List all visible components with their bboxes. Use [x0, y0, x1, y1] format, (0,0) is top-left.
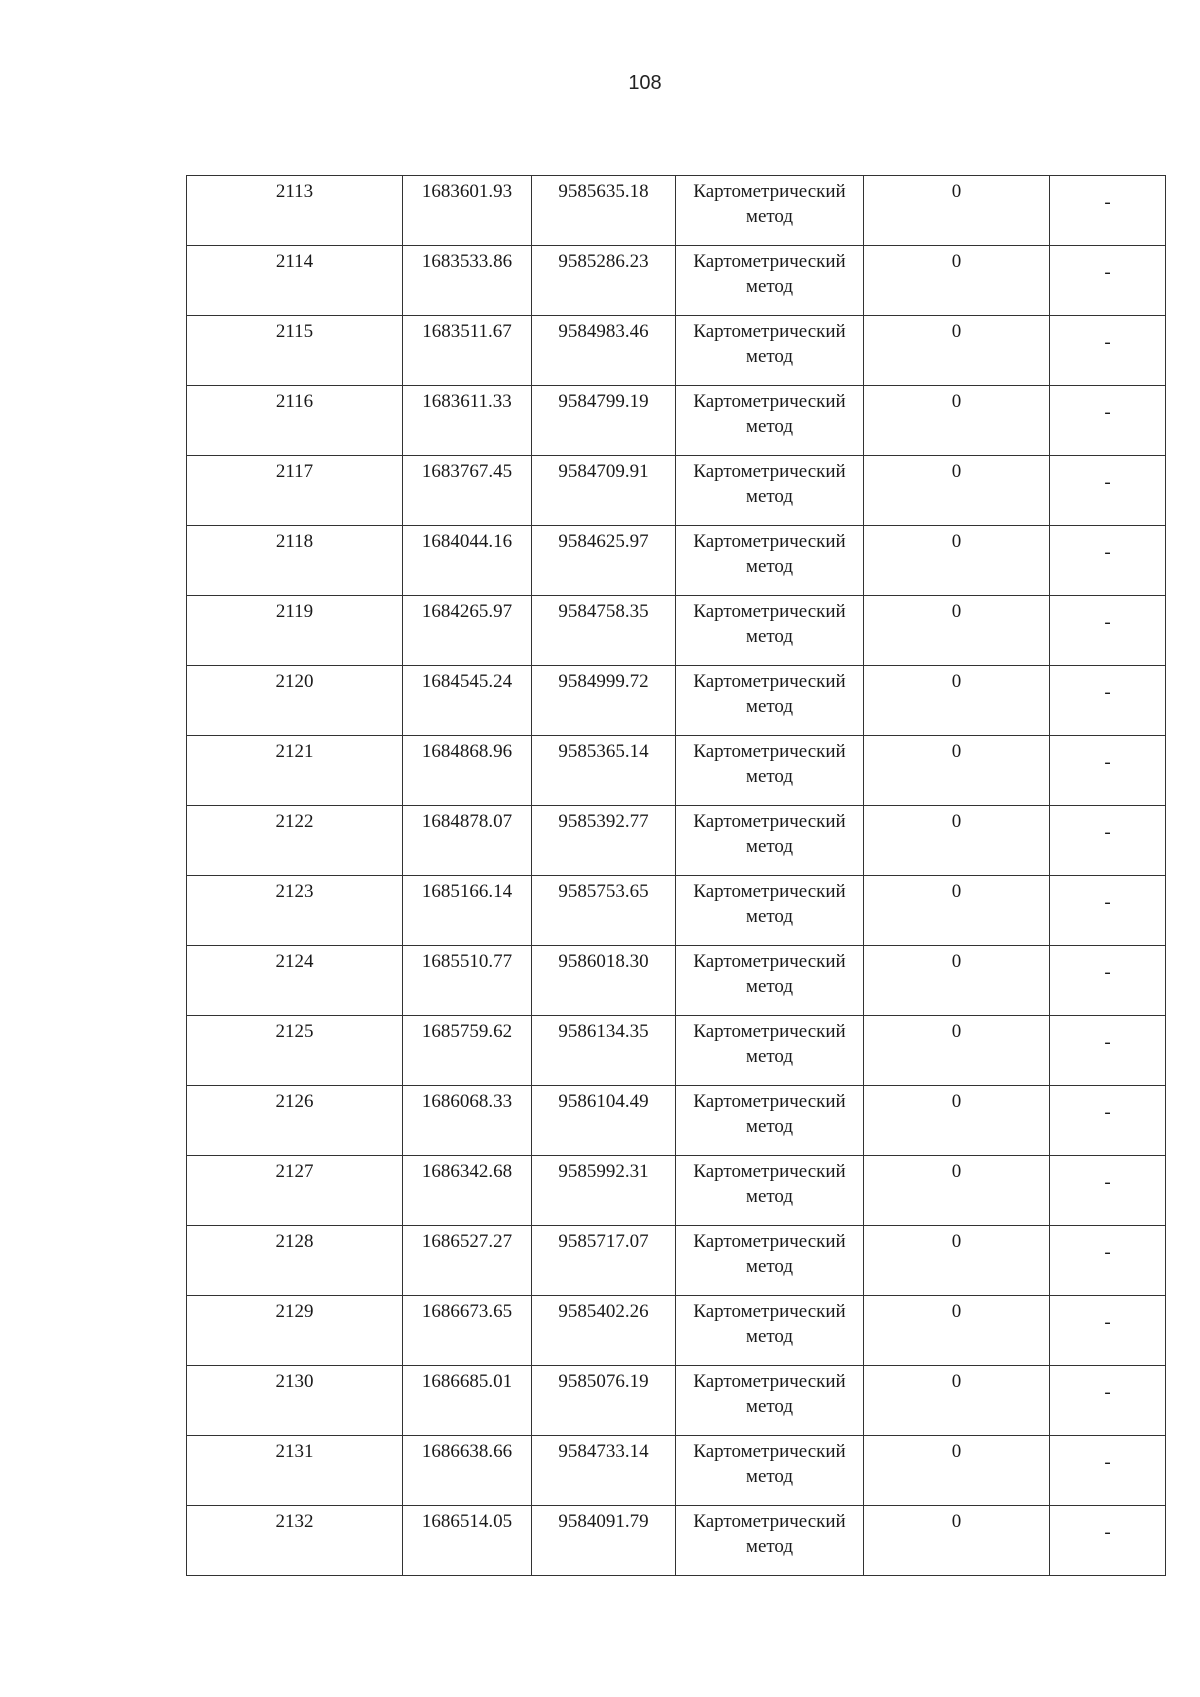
- error-cell-text: 0: [951, 1371, 962, 1392]
- point-number-cell: [187, 526, 403, 596]
- x-coordinate-cell-text: 1684868.96: [421, 741, 513, 762]
- error-cell: [864, 1436, 1050, 1506]
- y-coordinate-cell: [532, 386, 676, 456]
- note-cell-text: -: [1104, 262, 1111, 283]
- error-cell: [864, 176, 1050, 246]
- method-cell: [676, 876, 864, 946]
- error-cell: [864, 666, 1050, 736]
- method-cell: [676, 176, 864, 246]
- method-cell-text: Картометрический метод: [693, 461, 846, 507]
- y-coordinate-cell: [532, 736, 676, 806]
- x-coordinate-cell: [403, 1296, 532, 1366]
- point-number-cell: [187, 1366, 403, 1436]
- note-cell-text: -: [1104, 612, 1111, 633]
- x-coordinate-cell: [403, 1366, 532, 1436]
- point-number-cell-text: 2121: [275, 741, 314, 762]
- x-coordinate-cell-text: 1685510.77: [421, 951, 513, 972]
- point-number-cell: [187, 876, 403, 946]
- y-coordinate-cell: [532, 526, 676, 596]
- x-coordinate-cell-text: 1685166.14: [421, 881, 513, 902]
- table-row: [187, 1226, 1166, 1296]
- error-cell: [864, 596, 1050, 666]
- x-coordinate-cell: [403, 1506, 532, 1576]
- method-cell-text: Картометрический метод: [693, 741, 846, 787]
- x-coordinate-cell-text: 1683611.33: [422, 391, 512, 412]
- y-coordinate-cell: [532, 1436, 676, 1506]
- method-cell-text: Картометрический метод: [693, 601, 846, 647]
- note-cell-text: -: [1104, 1382, 1111, 1403]
- point-number-cell: [187, 1436, 403, 1506]
- x-coordinate-cell-text: 1684545.24: [421, 671, 513, 692]
- note-cell: [1050, 946, 1166, 1016]
- method-cell-text: Картометрический метод: [693, 1021, 846, 1067]
- x-coordinate-cell-text: 1683767.45: [421, 461, 513, 482]
- point-number-cell: [187, 1506, 403, 1576]
- y-coordinate-cell-text: 9586104.49: [558, 1091, 649, 1112]
- point-number-cell: [187, 1016, 403, 1086]
- x-coordinate-cell-text: 1686342.68: [421, 1161, 513, 1182]
- point-number-cell-text: 2127: [275, 1161, 314, 1182]
- x-coordinate-cell-text: 1684044.16: [421, 531, 513, 552]
- table-row: [187, 316, 1166, 386]
- note-cell-text: -: [1104, 472, 1111, 493]
- point-number-cell-text: 2116: [275, 391, 314, 412]
- point-number-cell: [187, 736, 403, 806]
- error-cell-text: 0: [951, 461, 962, 482]
- x-coordinate-cell: [403, 806, 532, 876]
- note-cell-text: -: [1104, 332, 1111, 353]
- x-coordinate-cell-text: 1686068.33: [421, 1091, 513, 1112]
- note-cell: [1050, 1366, 1166, 1436]
- point-number-cell: [187, 1226, 403, 1296]
- y-coordinate-cell-text: 9584709.91: [558, 461, 649, 482]
- error-cell-text: 0: [951, 1231, 962, 1252]
- y-coordinate-cell-text: 9585992.31: [558, 1161, 649, 1182]
- note-cell-text: -: [1104, 752, 1111, 773]
- table-row: [187, 526, 1166, 596]
- method-cell: [676, 246, 864, 316]
- point-number-cell-text: 2113: [275, 181, 314, 202]
- note-cell-text: -: [1104, 682, 1111, 703]
- point-number-cell-text: 2129: [275, 1301, 314, 1322]
- x-coordinate-cell: [403, 456, 532, 526]
- point-number-cell-text: 2118: [275, 531, 314, 552]
- error-cell-text: 0: [951, 251, 962, 272]
- coordinates-table: [186, 175, 1166, 1576]
- note-cell: [1050, 596, 1166, 666]
- method-cell-text: Картометрический метод: [693, 951, 846, 997]
- method-cell: [676, 1086, 864, 1156]
- x-coordinate-cell: [403, 526, 532, 596]
- x-coordinate-cell: [403, 946, 532, 1016]
- y-coordinate-cell-text: 9585717.07: [558, 1231, 649, 1252]
- y-coordinate-cell-text: 9585402.26: [558, 1301, 649, 1322]
- method-cell-text: Картометрический метод: [693, 1231, 846, 1277]
- note-cell: [1050, 526, 1166, 596]
- method-cell-text: Картометрический метод: [693, 1371, 846, 1417]
- table-row: [187, 1436, 1166, 1506]
- note-cell-text: -: [1104, 1452, 1111, 1473]
- method-cell-text: Картометрический метод: [693, 1091, 846, 1137]
- point-number-cell-text: 2128: [275, 1231, 314, 1252]
- y-coordinate-cell: [532, 1366, 676, 1436]
- x-coordinate-cell: [403, 1086, 532, 1156]
- point-number-cell-text: 2119: [275, 601, 314, 622]
- note-cell: [1050, 1156, 1166, 1226]
- y-coordinate-cell-text: 9585753.65: [558, 881, 649, 902]
- method-cell: [676, 806, 864, 876]
- x-coordinate-cell-text: 1683533.86: [421, 251, 513, 272]
- note-cell: [1050, 1086, 1166, 1156]
- x-coordinate-cell-text: 1683511.67: [422, 321, 512, 342]
- y-coordinate-cell-text: 9584999.72: [558, 671, 649, 692]
- error-cell: [864, 246, 1050, 316]
- method-cell-text: Картометрический метод: [693, 1511, 846, 1557]
- method-cell: [676, 1366, 864, 1436]
- y-coordinate-cell: [532, 596, 676, 666]
- note-cell: [1050, 1436, 1166, 1506]
- note-cell-text: -: [1104, 962, 1111, 983]
- error-cell: [864, 456, 1050, 526]
- method-cell-text: Картометрический метод: [693, 671, 846, 717]
- table-row: [187, 946, 1166, 1016]
- method-cell-text: Картометрический метод: [693, 321, 846, 367]
- y-coordinate-cell: [532, 666, 676, 736]
- error-cell-text: 0: [951, 741, 962, 762]
- error-cell: [864, 1366, 1050, 1436]
- note-cell: [1050, 806, 1166, 876]
- method-cell: [676, 596, 864, 666]
- point-number-cell: [187, 1296, 403, 1366]
- error-cell-text: 0: [951, 1021, 962, 1042]
- note-cell: [1050, 456, 1166, 526]
- error-cell-text: 0: [951, 1301, 962, 1322]
- point-number-cell: [187, 246, 403, 316]
- x-coordinate-cell-text: 1686514.05: [421, 1511, 513, 1532]
- note-cell-text: -: [1104, 402, 1111, 423]
- note-cell: [1050, 176, 1166, 246]
- note-cell: [1050, 1506, 1166, 1576]
- y-coordinate-cell: [532, 946, 676, 1016]
- point-number-cell-text: 2114: [275, 251, 314, 272]
- error-cell: [864, 736, 1050, 806]
- method-cell-text: Картометрический метод: [693, 181, 846, 227]
- point-number-cell: [187, 1086, 403, 1156]
- y-coordinate-cell: [532, 246, 676, 316]
- error-cell: [864, 806, 1050, 876]
- error-cell-text: 0: [951, 1511, 962, 1532]
- error-cell: [864, 1016, 1050, 1086]
- error-cell-text: 0: [951, 1161, 962, 1182]
- y-coordinate-cell-text: 9585365.14: [558, 741, 649, 762]
- error-cell-text: 0: [951, 601, 962, 622]
- x-coordinate-cell: [403, 246, 532, 316]
- error-cell: [864, 1296, 1050, 1366]
- y-coordinate-cell-text: 9586134.35: [558, 1021, 649, 1042]
- point-number-cell: [187, 456, 403, 526]
- point-number-cell-text: 2126: [275, 1091, 314, 1112]
- point-number-cell: [187, 386, 403, 456]
- y-coordinate-cell: [532, 1086, 676, 1156]
- note-cell: [1050, 876, 1166, 946]
- note-cell: [1050, 1226, 1166, 1296]
- table-row: [187, 666, 1166, 736]
- y-coordinate-cell: [532, 176, 676, 246]
- point-number-cell-text: 2120: [275, 671, 314, 692]
- method-cell: [676, 736, 864, 806]
- error-cell-text: 0: [951, 181, 962, 202]
- note-cell: [1050, 1016, 1166, 1086]
- point-number-cell-text: 2115: [275, 321, 314, 342]
- y-coordinate-cell: [532, 456, 676, 526]
- y-coordinate-cell: [532, 806, 676, 876]
- point-number-cell: [187, 806, 403, 876]
- coordinates-table-body: [187, 176, 1166, 1576]
- method-cell: [676, 1436, 864, 1506]
- y-coordinate-cell: [532, 1506, 676, 1576]
- note-cell-text: -: [1104, 822, 1111, 843]
- method-cell: [676, 1226, 864, 1296]
- method-cell: [676, 526, 864, 596]
- x-coordinate-cell: [403, 176, 532, 246]
- error-cell: [864, 876, 1050, 946]
- page-number: 108: [628, 72, 662, 94]
- point-number-cell-text: 2117: [275, 461, 314, 482]
- error-cell: [864, 1086, 1050, 1156]
- note-cell-text: -: [1104, 1312, 1111, 1333]
- y-coordinate-cell-text: 9586018.30: [558, 951, 649, 972]
- error-cell-text: 0: [951, 811, 962, 832]
- note-cell-text: -: [1104, 1102, 1111, 1123]
- error-cell-text: 0: [951, 531, 962, 552]
- method-cell: [676, 1156, 864, 1226]
- point-number-cell: [187, 316, 403, 386]
- error-cell-text: 0: [951, 671, 962, 692]
- x-coordinate-cell-text: 1686673.65: [421, 1301, 513, 1322]
- point-number-cell-text: 2122: [275, 811, 314, 832]
- method-cell-text: Картометрический метод: [693, 391, 846, 437]
- y-coordinate-cell-text: 9585392.77: [558, 811, 649, 832]
- point-number-cell-text: 2131: [275, 1441, 314, 1462]
- point-number-cell: [187, 1156, 403, 1226]
- method-cell-text: Картометрический метод: [693, 811, 846, 857]
- y-coordinate-cell-text: 9585076.19: [558, 1371, 649, 1392]
- table-row: [187, 246, 1166, 316]
- y-coordinate-cell: [532, 1156, 676, 1226]
- table-row: [187, 1296, 1166, 1366]
- x-coordinate-cell: [403, 1436, 532, 1506]
- point-number-cell: [187, 596, 403, 666]
- x-coordinate-cell-text: 1685759.62: [421, 1021, 513, 1042]
- note-cell: [1050, 246, 1166, 316]
- point-number-cell-text: 2125: [275, 1021, 314, 1042]
- error-cell: [864, 1156, 1050, 1226]
- note-cell-text: -: [1104, 1172, 1111, 1193]
- x-coordinate-cell-text: 1686638.66: [421, 1441, 513, 1462]
- x-coordinate-cell: [403, 1016, 532, 1086]
- x-coordinate-cell-text: 1683601.93: [421, 181, 513, 202]
- method-cell-text: Картометрический метод: [693, 251, 846, 297]
- error-cell: [864, 386, 1050, 456]
- point-number-cell-text: 2123: [275, 881, 314, 902]
- x-coordinate-cell: [403, 316, 532, 386]
- method-cell: [676, 666, 864, 736]
- table-row: [187, 176, 1166, 246]
- y-coordinate-cell-text: 9585635.18: [558, 181, 649, 202]
- table-row: [187, 1086, 1166, 1156]
- y-coordinate-cell-text: 9584625.97: [558, 531, 649, 552]
- x-coordinate-cell-text: 1686685.01: [421, 1371, 513, 1392]
- table-row: [187, 1506, 1166, 1576]
- table-row: [187, 876, 1166, 946]
- note-cell-text: -: [1104, 1522, 1111, 1543]
- x-coordinate-cell: [403, 736, 532, 806]
- error-cell-text: 0: [951, 321, 962, 342]
- point-number-cell: [187, 176, 403, 246]
- note-cell-text: -: [1104, 1032, 1111, 1053]
- note-cell: [1050, 316, 1166, 386]
- y-coordinate-cell-text: 9584733.14: [558, 1441, 649, 1462]
- error-cell: [864, 526, 1050, 596]
- method-cell: [676, 456, 864, 526]
- table-row: [187, 806, 1166, 876]
- error-cell: [864, 1226, 1050, 1296]
- table-row: [187, 1366, 1166, 1436]
- x-coordinate-cell: [403, 596, 532, 666]
- point-number-cell: [187, 666, 403, 736]
- x-coordinate-cell: [403, 1156, 532, 1226]
- note-cell-text: -: [1104, 1242, 1111, 1263]
- method-cell: [676, 1506, 864, 1576]
- table-row: [187, 386, 1166, 456]
- method-cell: [676, 316, 864, 386]
- y-coordinate-cell-text: 9584799.19: [558, 391, 649, 412]
- x-coordinate-cell: [403, 666, 532, 736]
- error-cell: [864, 316, 1050, 386]
- table-row: [187, 1156, 1166, 1226]
- x-coordinate-cell-text: 1684265.97: [421, 601, 513, 622]
- x-coordinate-cell: [403, 876, 532, 946]
- table-row: [187, 1016, 1166, 1086]
- note-cell: [1050, 1296, 1166, 1366]
- method-cell-text: Картометрический метод: [693, 881, 846, 927]
- note-cell-text: -: [1104, 192, 1111, 213]
- table-row: [187, 736, 1166, 806]
- y-coordinate-cell: [532, 876, 676, 946]
- point-number-cell-text: 2130: [275, 1371, 314, 1392]
- note-cell: [1050, 736, 1166, 806]
- x-coordinate-cell-text: 1686527.27: [421, 1231, 513, 1252]
- error-cell: [864, 946, 1050, 1016]
- error-cell-text: 0: [951, 1091, 962, 1112]
- table-row: [187, 596, 1166, 666]
- note-cell: [1050, 666, 1166, 736]
- y-coordinate-cell: [532, 1296, 676, 1366]
- y-coordinate-cell-text: 9584983.46: [558, 321, 649, 342]
- y-coordinate-cell-text: 9584091.79: [558, 1511, 649, 1532]
- x-coordinate-cell: [403, 386, 532, 456]
- y-coordinate-cell: [532, 1226, 676, 1296]
- method-cell: [676, 386, 864, 456]
- point-number-cell-text: 2132: [275, 1511, 314, 1532]
- method-cell: [676, 946, 864, 1016]
- method-cell: [676, 1296, 864, 1366]
- method-cell-text: Картометрический метод: [693, 531, 846, 577]
- error-cell-text: 0: [951, 951, 962, 972]
- error-cell-text: 0: [951, 1441, 962, 1462]
- error-cell-text: 0: [951, 391, 962, 412]
- error-cell: [864, 1506, 1050, 1576]
- note-cell: [1050, 386, 1166, 456]
- x-coordinate-cell: [403, 1226, 532, 1296]
- point-number-cell-text: 2124: [275, 951, 314, 972]
- y-coordinate-cell-text: 9584758.35: [558, 601, 649, 622]
- method-cell-text: Картометрический метод: [693, 1301, 846, 1347]
- y-coordinate-cell: [532, 1016, 676, 1086]
- method-cell: [676, 1016, 864, 1086]
- error-cell-text: 0: [951, 881, 962, 902]
- y-coordinate-cell-text: 9585286.23: [558, 251, 649, 272]
- table-row: [187, 456, 1166, 526]
- y-coordinate-cell: [532, 316, 676, 386]
- method-cell-text: Картометрический метод: [693, 1441, 846, 1487]
- note-cell-text: -: [1104, 542, 1111, 563]
- note-cell-text: -: [1104, 892, 1111, 913]
- method-cell-text: Картометрический метод: [693, 1161, 846, 1207]
- x-coordinate-cell-text: 1684878.07: [421, 811, 513, 832]
- point-number-cell: [187, 946, 403, 1016]
